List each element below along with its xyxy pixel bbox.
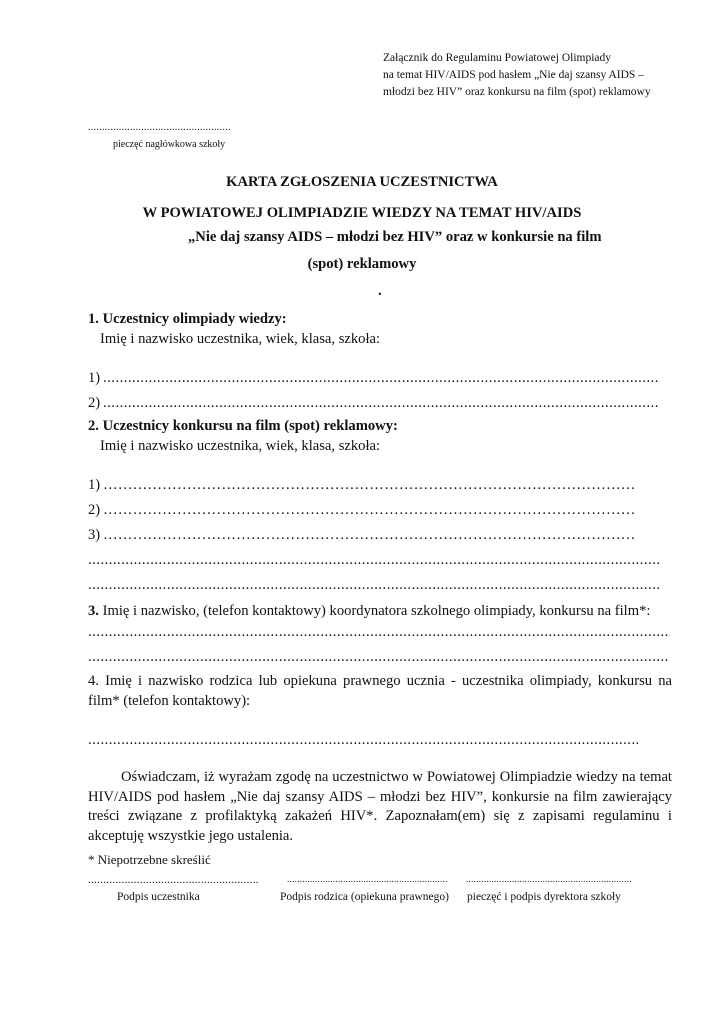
section2-subheading: Imię i nazwisko uczestnika, wiek, klasa, szkoła: <box>100 438 381 454</box>
declaration-text: Oświadczam, iż wyrażam zgodę na uczestnictwo w Powiatowej Olimpiadzie wiedzy na temat HIV/AIDS pod hasłem „Nie daj szansy AIDS – młodzi bez HIV”, konkursie na film zawierający treści związane z profilaktyką zakażeń HIV*. Zapoznałam(em) się z zapisami regulaminu i akceptuję wszystkie jego ustalenia. <box>88 769 672 844</box>
section1-row-2-field[interactable] <box>103 395 660 412</box>
section4-text: 4. Imię i nazwisko rodzica lub opiekuna prawnego ucznia - uczestnika olimpiady, konkursu na film* (telefon kontaktowy): <box>88 673 672 709</box>
section1-subheading: Imię i nazwisko uczestnika, wiek, klasa, szkoła: <box>100 331 381 347</box>
title-line-1: KARTA ZGŁOSZENIA UCZESTNICTWA <box>226 174 498 190</box>
signature-label-director: pieczęć i podpis dyrektora szkoły <box>467 891 621 903</box>
section2-row-2-field[interactable] <box>103 502 663 519</box>
section3-text <box>88 603 650 620</box>
stamp-line: ................................................... <box>88 122 231 133</box>
stamp-label: pieczęć nagłówkowa szkoły <box>113 139 226 150</box>
annex-line-2: na temat HIV/AIDS pod hasłem „Nie daj szansy AIDS – <box>383 69 644 81</box>
ellipsis-leader: ……………………………………………………………………………………………… <box>103 477 636 493</box>
section2-row-3-field[interactable] <box>103 527 663 544</box>
signature-line-director[interactable] <box>466 874 632 884</box>
section1-row-1-field[interactable] <box>103 370 660 387</box>
annex-line-3: młodzi bez HIV” oraz konkursu na film (spot) reklamowy <box>383 86 651 98</box>
section2-extra-line-2[interactable] <box>88 577 660 594</box>
signature-line-participant[interactable] <box>88 874 258 886</box>
section3-line-1[interactable] <box>88 624 670 641</box>
title-dot: . <box>378 283 382 299</box>
section1-row-2-label: 2) <box>88 395 101 411</box>
section1-heading: 1. Uczestnicy olimpiady wiedzy: <box>88 311 287 327</box>
section2-row-3-label: 3) <box>88 527 101 543</box>
section2-heading: 2. Uczestnicy konkursu na film (spot) reklamowy: <box>88 418 398 434</box>
section4-line[interactable] <box>88 732 638 749</box>
section3-number: 3. <box>88 603 99 619</box>
section2-row-1-field[interactable] <box>103 477 663 494</box>
annex-line-1: Załącznik do Regulaminu Powiatowej Olimpiady <box>383 52 612 64</box>
signature-line-parent[interactable] <box>287 874 447 884</box>
signature-label-participant: Podpis uczestnika <box>117 891 200 903</box>
section2-row-1-label: 1) <box>88 477 101 493</box>
section3-label: Imię i nazwisko, (telefon kontaktowy) koordynatora szkolnego olimpiady, konkursu na film*: <box>98 603 651 619</box>
section2-extra-line-1[interactable] <box>88 552 660 569</box>
title-line-3: „Nie daj szansy AIDS – młodzi bez HIV” oraz w konkursie na film <box>188 229 602 245</box>
section3-line-2[interactable] <box>88 649 668 666</box>
signature-label-parent: Podpis rodzica (opiekuna prawnego) <box>280 891 449 903</box>
section2-row-2-label: 2) <box>88 502 101 518</box>
ellipsis-leader: ……………………………………………………………………………………………… <box>103 527 636 543</box>
footnote: * Niepotrzebne skreślić <box>88 852 211 867</box>
title-line-2: W POWIATOWEJ OLIMPIADZIE WIEDZY NA TEMAT HIV/AIDS <box>142 205 582 221</box>
section1-row-1-label: 1) <box>88 370 101 386</box>
ellipsis-leader: ……………………………………………………………………………………………… <box>103 502 636 518</box>
title-line-4: (spot) reklamowy <box>307 256 417 272</box>
